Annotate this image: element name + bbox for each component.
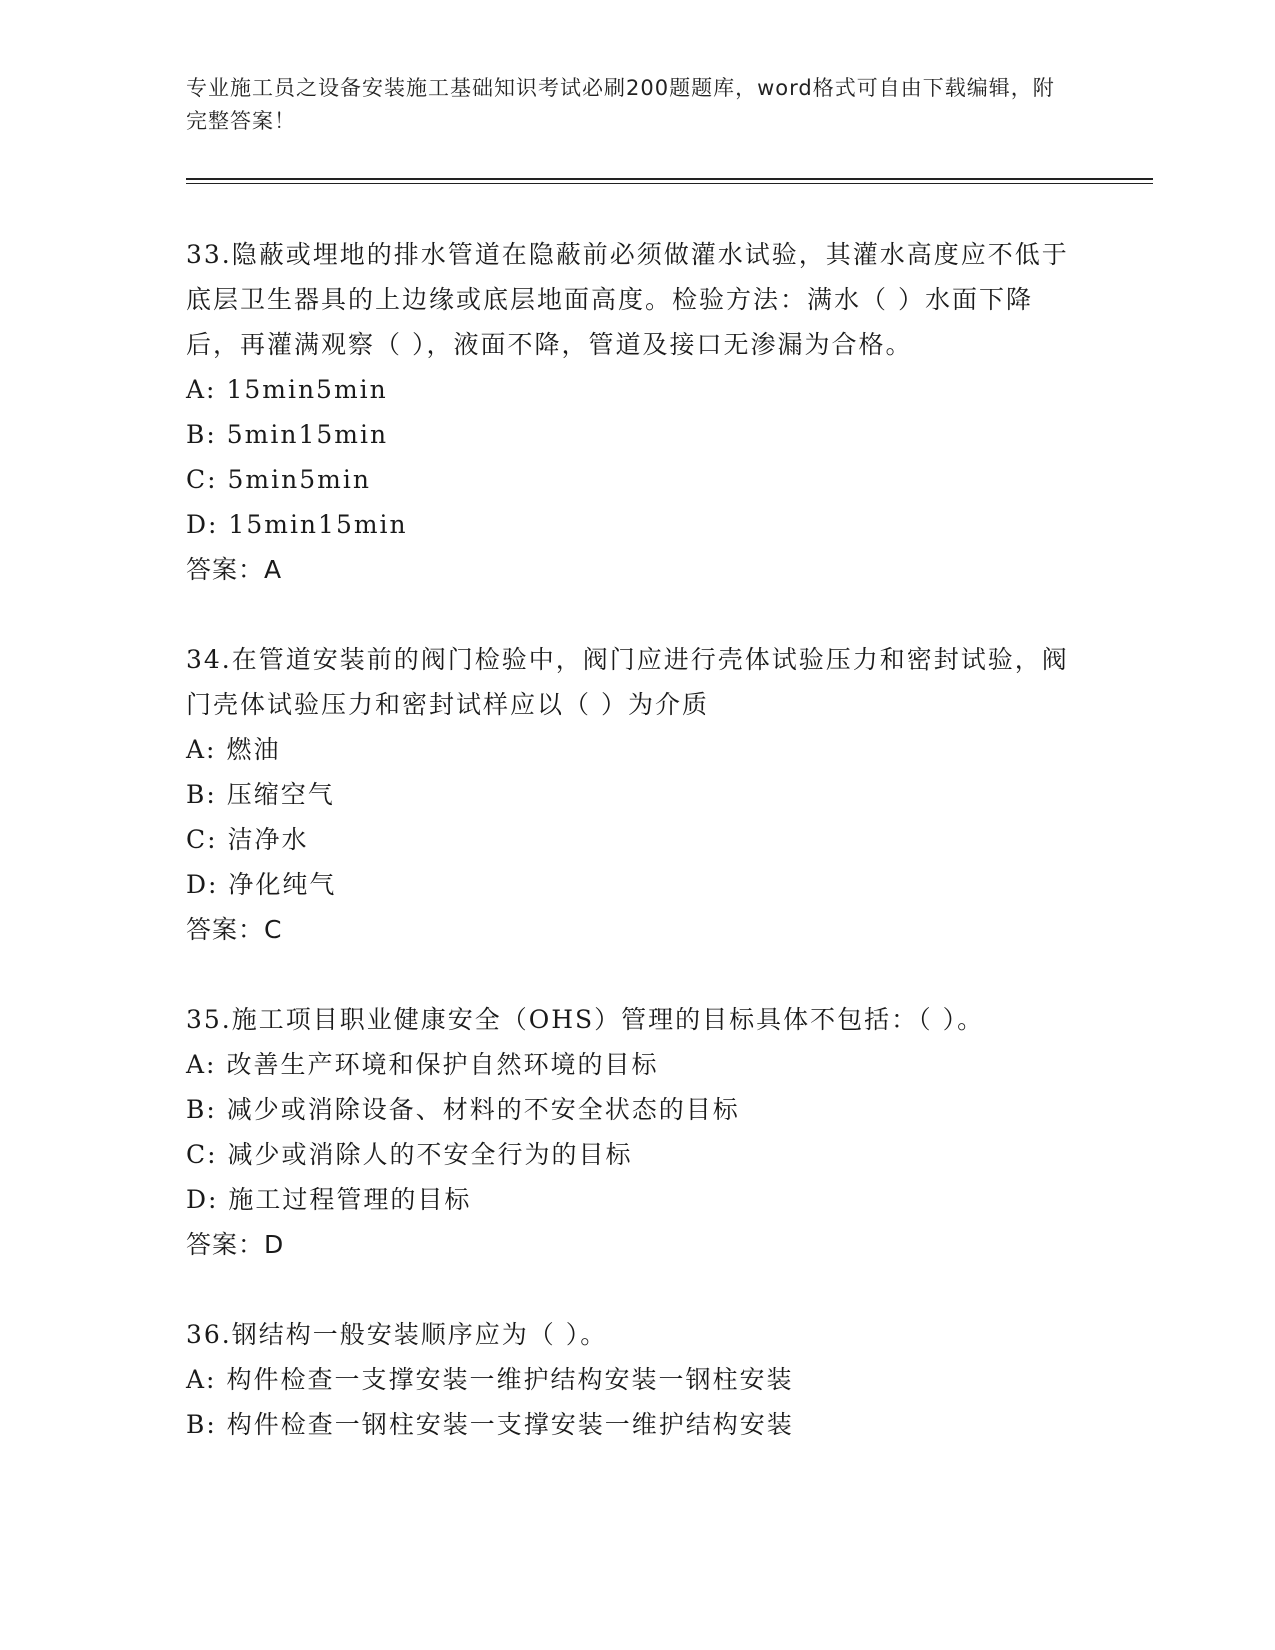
option-b bbox=[186, 1087, 1086, 1132]
document-header-title: 专业施工员之设备安装施工基础知识考试必刷200题题库，word格式可自由下载编辑，附完整答案！ bbox=[186, 76, 1055, 133]
question-text: 36.钢结构一般安装顺序应为（ ）。 bbox=[186, 1320, 608, 1349]
option-a bbox=[186, 1357, 1086, 1402]
question-33 bbox=[186, 232, 1086, 592]
header-divider-thick bbox=[186, 178, 1153, 180]
option-b bbox=[186, 1402, 1086, 1447]
option-c bbox=[186, 817, 1086, 862]
option-a bbox=[186, 1042, 1086, 1087]
option-letter: C: bbox=[186, 1140, 218, 1169]
answer-line: 答案：D bbox=[186, 1230, 285, 1259]
question-34 bbox=[186, 637, 1086, 952]
option-a bbox=[186, 727, 1086, 772]
option-letter: A: bbox=[186, 735, 217, 764]
option-text: 减少或消除人的不安全行为的目标 bbox=[227, 1140, 633, 1169]
option-letter: B: bbox=[186, 420, 217, 449]
option-text: 减少或消除设备、材料的不安全状态的目标 bbox=[226, 1095, 740, 1124]
option-text: 5min15min bbox=[226, 420, 389, 449]
option-letter: D: bbox=[186, 1185, 219, 1214]
option-text: 15min15min bbox=[228, 510, 408, 539]
option-text: 压缩空气 bbox=[226, 780, 335, 809]
option-letter: B: bbox=[186, 780, 217, 809]
option-letter: A: bbox=[186, 1050, 217, 1079]
option-letter: D: bbox=[186, 510, 219, 539]
option-letter: C: bbox=[186, 465, 218, 494]
question-text: 34.在管道安装前的阀门检验中，阀门应进行壳体试验压力和密封试验，阀门壳体试验压力和密封试样应以（ ）为介质 bbox=[186, 645, 1069, 719]
option-letter: A: bbox=[186, 1365, 217, 1394]
question-35 bbox=[186, 997, 1086, 1267]
option-text: 改善生产环境和保护自然环境的目标 bbox=[226, 1050, 659, 1079]
option-text: 净化纯气 bbox=[228, 870, 337, 899]
option-letter: D: bbox=[186, 870, 219, 899]
option-text: 燃油 bbox=[226, 735, 281, 764]
option-d bbox=[186, 862, 1086, 907]
option-text: 构件检查一钢柱安装一支撑安装一维护结构安装 bbox=[226, 1410, 794, 1439]
option-text: 洁净水 bbox=[227, 825, 309, 854]
question-text: 35.施工项目职业健康安全（OHS）管理的目标具体不包括：（ ）。 bbox=[186, 1005, 985, 1034]
question-text: 33.隐蔽或埋地的排水管道在隐蔽前必须做灌水试验，其灌水高度应不低于底层卫生器具的上边缘或底层地面高度。检验方法：满水（ ）水面下降后，再灌满观察（ ），液面不降，管道及接口无渗漏为合格。 bbox=[186, 240, 1069, 359]
option-d bbox=[186, 502, 1086, 547]
question-36 bbox=[186, 1312, 1086, 1447]
option-letter: A: bbox=[186, 375, 217, 404]
answer-line: 答案：A bbox=[186, 555, 283, 584]
option-c bbox=[186, 1132, 1086, 1177]
option-b bbox=[186, 412, 1086, 457]
option-a bbox=[186, 367, 1086, 412]
option-text: 15min5min bbox=[226, 375, 388, 404]
option-text: 5min5min bbox=[227, 465, 371, 494]
option-letter: C: bbox=[186, 825, 218, 854]
option-c bbox=[186, 457, 1086, 502]
option-text: 施工过程管理的目标 bbox=[228, 1185, 472, 1214]
header-divider-thin bbox=[186, 183, 1153, 184]
question-list bbox=[186, 232, 1086, 1492]
answer-line: 答案：C bbox=[186, 915, 283, 944]
option-letter: B: bbox=[186, 1410, 217, 1439]
option-text: 构件检查一支撑安装一维护结构安装一钢柱安装 bbox=[226, 1365, 794, 1394]
option-b bbox=[186, 772, 1086, 817]
option-letter: B: bbox=[186, 1095, 217, 1124]
option-d bbox=[186, 1177, 1086, 1222]
